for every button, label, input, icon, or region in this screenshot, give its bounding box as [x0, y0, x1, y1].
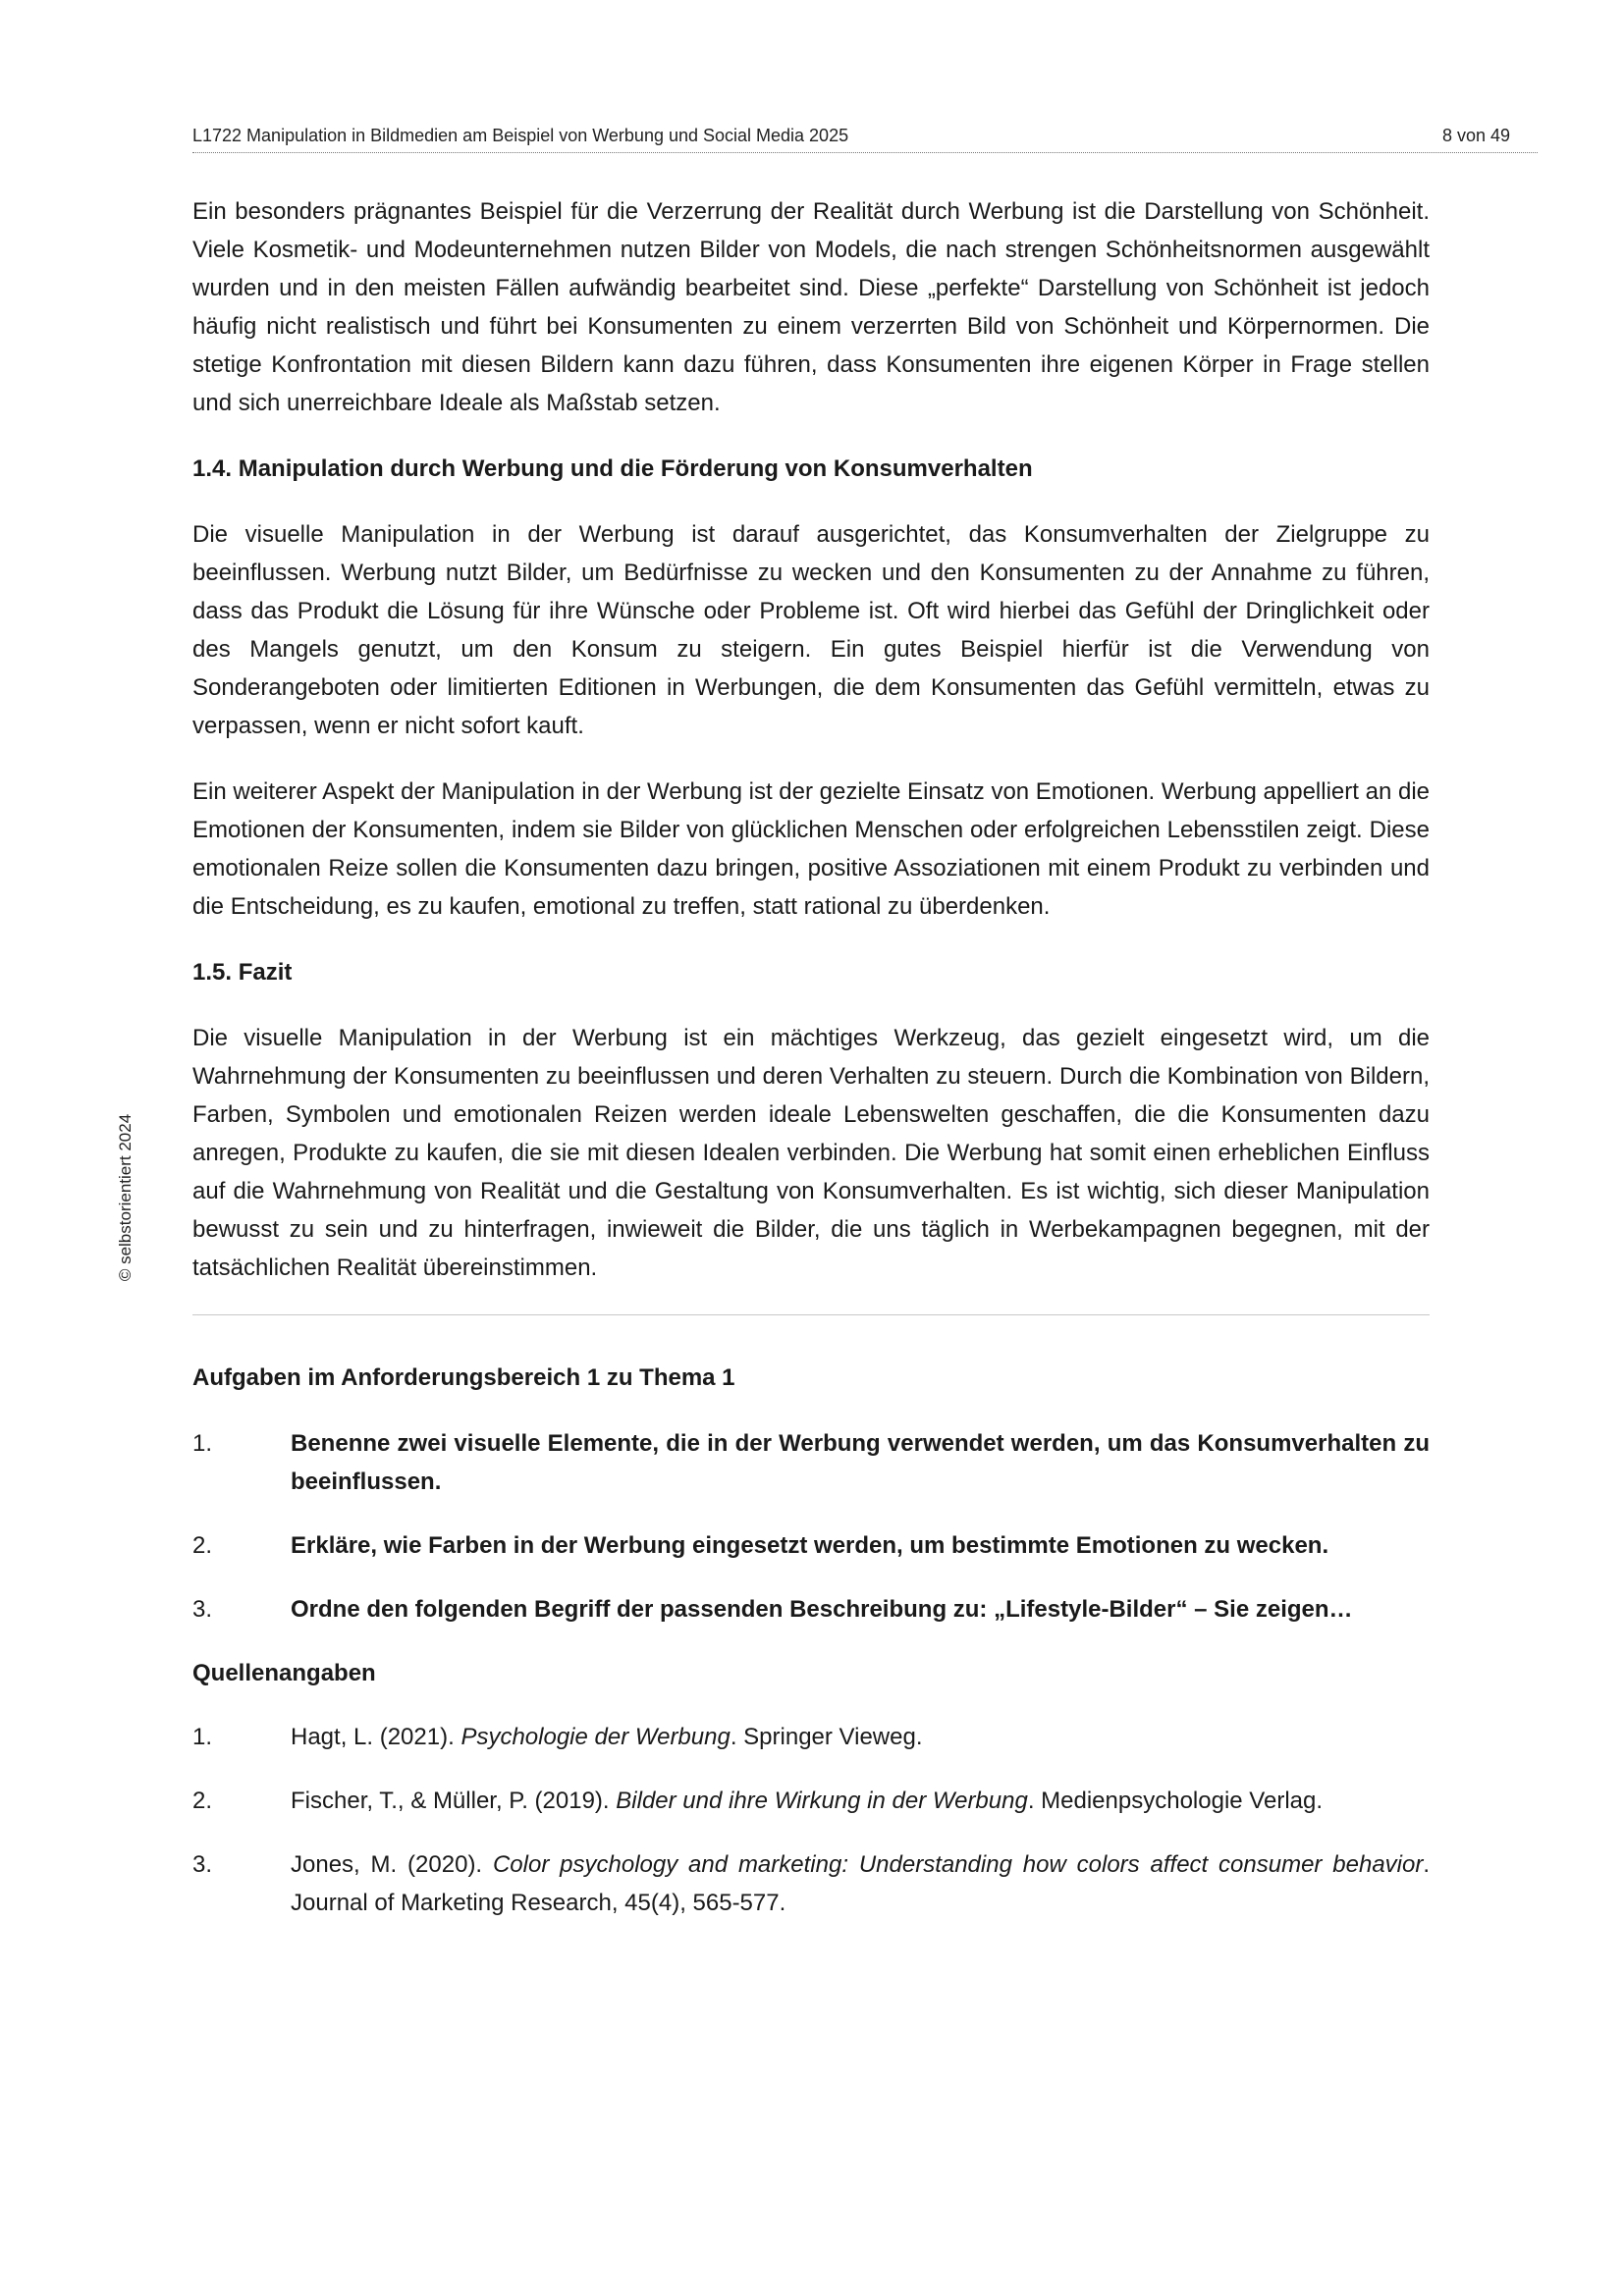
source-entry: [291, 1718, 1430, 1756]
task-text: Erkläre, wie Farben in der Werbung eingesetzt werden, um bestimmte Emotionen zu wecken.: [291, 1532, 1329, 1559]
list-item: [192, 1590, 1430, 1629]
tasks-heading: Aufgaben im Anforderungsbereich 1 zu Thema 1: [192, 1364, 735, 1391]
copyright-note: © selbstorientiert 2024: [116, 1113, 135, 1282]
list-number: 3.: [192, 1851, 213, 1878]
page-header: [192, 126, 1538, 153]
divider: [192, 1314, 1430, 1315]
source-title: Psychologie der Werbung: [460, 1724, 731, 1750]
list-number: 3.: [192, 1596, 213, 1623]
source-entry: [291, 1782, 1430, 1820]
main-content: [192, 192, 1430, 1948]
source-entry: [291, 1845, 1430, 1922]
list-number: 2.: [192, 1532, 213, 1559]
source-publisher: . Journal of Marketing Research, 45(4), 565-577.: [291, 1851, 1431, 1916]
list-number: 2.: [192, 1788, 213, 1814]
source-publisher: . Springer Vieweg.: [730, 1724, 923, 1750]
paragraph-beauty: Ein besonders prägnantes Beispiel für die Verzerrung der Realität durch Werbung ist die Darstellung von Schönheit. Viele Kosmetik- und Modeunternehmen nutzen Bilder von Models, die nach strengen Schönheitsnormen ausgewählt wurden und in den meisten Fällen aufwändig bearbeitet sind. Diese „perfekte“ Darstellung von Schönheit ist jedoch häufig nicht realistisch und führt bei Konsumenten zu einem verzerrten Bild von Schönheit und Körpernormen. Die stetige Konfrontation mit diesen Bildern kann dazu führen, dass Konsumenten ihre eigenen Körper in Frage stellen und sich unerreichbare Ideale als Maßstab setzen.: [192, 198, 1430, 416]
section-heading-1-4: 1.4. Manipulation durch Werbung und die Förderung von Konsumverhalten: [192, 455, 1033, 482]
section-heading-1-5: 1.5. Fazit: [192, 959, 293, 986]
source-authors: Fischer, T., & Müller, P. (2019).: [291, 1788, 617, 1814]
source-authors: Jones, M. (2020).: [291, 1851, 493, 1878]
paragraph-conclusion: Die visuelle Manipulation in der Werbung ist ein mächtiges Werkzeug, das gezielt eingesetzt wird, um die Wahrnehmung der Konsumenten zu beeinflussen und deren Verhalten zu steuern. Durch die Kombination von Bildern, Farben, Symbolen und emotionalen Reizen werden ideale Lebenswelten geschaffen, die die Konsumenten dazu anregen, Produkte zu kaufen, die sie mit diesen Idealen verbinden. Die Werbung hat somit einen erheblichen Einfluss auf die Wahrnehmung von Realität und die Gestaltung von Konsumverhalten. Es ist wichtig, sich dieser Manipulation bewusst zu sein und zu hinterfragen, inwieweit die Bilder, die uns täglich in Werbekampagnen begegnen, mit der tatsächlichen Realität übereinstimmen.: [192, 1025, 1430, 1281]
list-number: 1.: [192, 1430, 213, 1457]
source-authors: Hagt, L. (2021).: [291, 1724, 461, 1750]
list-item: [192, 1782, 1430, 1820]
tasks-list: [192, 1424, 1430, 1629]
list-number: 1.: [192, 1724, 213, 1750]
task-text: Ordne den folgenden Begriff der passenden Beschreibung zu: „Lifestyle-Bilder“ – Sie zeigen…: [291, 1596, 1353, 1623]
source-title: Color psychology and marketing: Understanding how colors affect consumer behavior: [492, 1851, 1424, 1878]
page-number: 8 von 49: [1441, 126, 1510, 145]
source-publisher: . Medienpsychologie Verlag.: [1027, 1788, 1324, 1814]
paragraph-consumption: Die visuelle Manipulation in der Werbung ist darauf ausgerichtet, das Konsumverhalten der Zielgruppe zu beeinflussen. Werbung nutzt Bilder, um Bedürfnisse zu wecken und den Konsumenten zu der Annahme zu führen, dass das Produkt die Lösung für ihre Wünsche oder Probleme ist. Oft wird hierbei das Gefühl der Dringlichkeit oder des Mangels genutzt, um den Konsum zu steigern. Ein gutes Beispiel hierfür ist die Verwendung von Sonderangeboten oder limitierten Editionen in Werbungen, die dem Konsumenten das Gefühl vermitteln, etwas zu verpassen, wenn er nicht sofort kauft.: [192, 521, 1430, 739]
document-title: L1722 Manipulation in Bildmedien am Beispiel von Werbung und Social Media 2025: [192, 126, 849, 145]
list-item: [192, 1424, 1430, 1501]
task-text: Benenne zwei visuelle Elemente, die in der Werbung verwendet werden, um das Konsumverhalten zu beeinflussen.: [291, 1430, 1430, 1495]
list-item: [192, 1526, 1430, 1565]
source-title: Bilder und ihre Wirkung in der Werbung: [616, 1788, 1028, 1814]
list-item: [192, 1718, 1430, 1756]
list-item: [192, 1845, 1430, 1922]
paragraph-emotions: Ein weiterer Aspekt der Manipulation in der Werbung ist der gezielte Einsatz von Emotionen. Werbung appelliert an die Emotionen der Konsumenten, indem sie Bilder von glücklichen Menschen oder erfolgreichen Lebensstilen zeigt. Diese emotionalen Reize sollen die Konsumenten dazu bringen, positive Assoziationen mit einem Produkt zu verbinden und die Entscheidung, es zu kaufen, emotional zu treffen, statt rational zu überdenken.: [192, 778, 1430, 920]
sources-list: [192, 1718, 1430, 1922]
sources-heading: Quellenangaben: [192, 1660, 376, 1686]
